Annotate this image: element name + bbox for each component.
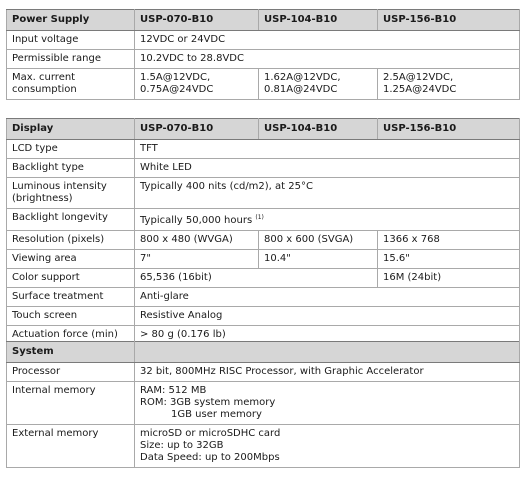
table-row [7, 425, 520, 468]
row-value: 10.4" [259, 250, 378, 269]
table-row [7, 159, 520, 178]
row-value: 10.2VDC to 28.8VDC [135, 50, 520, 69]
model-header: USP-156-B10 [378, 10, 520, 31]
row-value [378, 69, 520, 100]
row-label: Viewing area [7, 250, 135, 269]
value-line: 0.75A@24VDC [140, 84, 214, 95]
value-line: 1.5A@12VDC, [140, 72, 211, 83]
row-value: White LED [135, 159, 520, 178]
header-blank [135, 342, 520, 363]
row-label: External memory [7, 425, 135, 468]
row-value: 1366 x 768 [378, 231, 520, 250]
value-line: microSD or microSDHC card [140, 428, 281, 439]
section-title: Display [7, 119, 135, 140]
row-value [135, 382, 520, 425]
row-label: Touch screen [7, 307, 135, 326]
row-label: Backlight longevity [7, 209, 135, 231]
section-title: Power Supply [7, 10, 135, 31]
table-row [7, 363, 520, 382]
system-header-row [7, 342, 520, 363]
row-value: 32 bit, 800MHz RISC Processor, with Graphic Accelerator [135, 363, 520, 382]
row-label [7, 69, 135, 100]
row-value [135, 69, 259, 100]
row-value: > 80 g (0.176 lb) [135, 326, 520, 345]
table-row [7, 50, 520, 69]
model-header: USP-070-B10 [135, 10, 259, 31]
row-label: LCD type [7, 140, 135, 159]
model-header: USP-070-B10 [135, 119, 259, 140]
value-line: Size: up to 32GB [140, 440, 224, 451]
value-line: 2.5A@12VDC, [383, 72, 454, 83]
row-label [7, 178, 135, 209]
value-line: 1.62A@12VDC, [264, 72, 341, 83]
footnote-ref: (1) [255, 214, 264, 221]
table-row [7, 307, 520, 326]
system-table [6, 341, 520, 468]
value-line: RAM: 512 MB [140, 385, 207, 396]
row-label: Input voltage [7, 31, 135, 50]
row-value: 7" [135, 250, 259, 269]
row-label-line: (brightness) [12, 193, 73, 204]
row-value: Typically 400 nits (cd/m2), at 25°C [135, 178, 520, 209]
display-header-row [7, 119, 520, 140]
model-header: USP-104-B10 [259, 119, 378, 140]
row-label: Processor [7, 363, 135, 382]
row-label: Backlight type [7, 159, 135, 178]
row-value: 15.6" [378, 250, 520, 269]
row-value: 12VDC or 24VDC [135, 31, 520, 50]
value-line: Data Speed: up to 200Mbps [140, 452, 280, 463]
longevity-value: Typically 50,000 hours [140, 215, 253, 226]
table-row [7, 288, 520, 307]
table-row [7, 178, 520, 209]
row-value: TFT [135, 140, 520, 159]
row-value: 65,536 (16bit) [135, 269, 378, 288]
section-title: System [7, 342, 135, 363]
row-value: Anti-glare [135, 288, 520, 307]
row-label: Resolution (pixels) [7, 231, 135, 250]
power-supply-table [6, 9, 520, 100]
row-value: Resistive Analog [135, 307, 520, 326]
table-row [7, 209, 520, 231]
row-label: Color support [7, 269, 135, 288]
display-table [6, 118, 520, 345]
power-supply-header-row [7, 10, 520, 31]
model-header: USP-156-B10 [378, 119, 520, 140]
value-line: 1GB user memory [171, 409, 262, 420]
row-value: 16M (24bit) [378, 269, 520, 288]
row-label-line: Luminous intensity [12, 181, 107, 192]
table-row [7, 250, 520, 269]
row-label: Surface treatment [7, 288, 135, 307]
row-value [135, 209, 520, 231]
row-value [259, 69, 378, 100]
row-label-line: Max. current [12, 72, 76, 83]
model-header: USP-104-B10 [259, 10, 378, 31]
table-row [7, 69, 520, 100]
table-row [7, 231, 520, 250]
table-row [7, 140, 520, 159]
row-label-line: consumption [12, 84, 77, 95]
row-value: 800 x 480 (WVGA) [135, 231, 259, 250]
row-label: Permissible range [7, 50, 135, 69]
row-label: Internal memory [7, 382, 135, 425]
row-value: 800 x 600 (SVGA) [259, 231, 378, 250]
table-row [7, 31, 520, 50]
value-line: 0.81A@24VDC [264, 84, 338, 95]
row-label: Actuation force (min) [7, 326, 135, 345]
value-line: ROM: 3GB system memory [140, 397, 276, 408]
table-row [7, 382, 520, 425]
value-line: 1.25A@24VDC [383, 84, 457, 95]
row-value [135, 425, 520, 468]
table-row [7, 269, 520, 288]
